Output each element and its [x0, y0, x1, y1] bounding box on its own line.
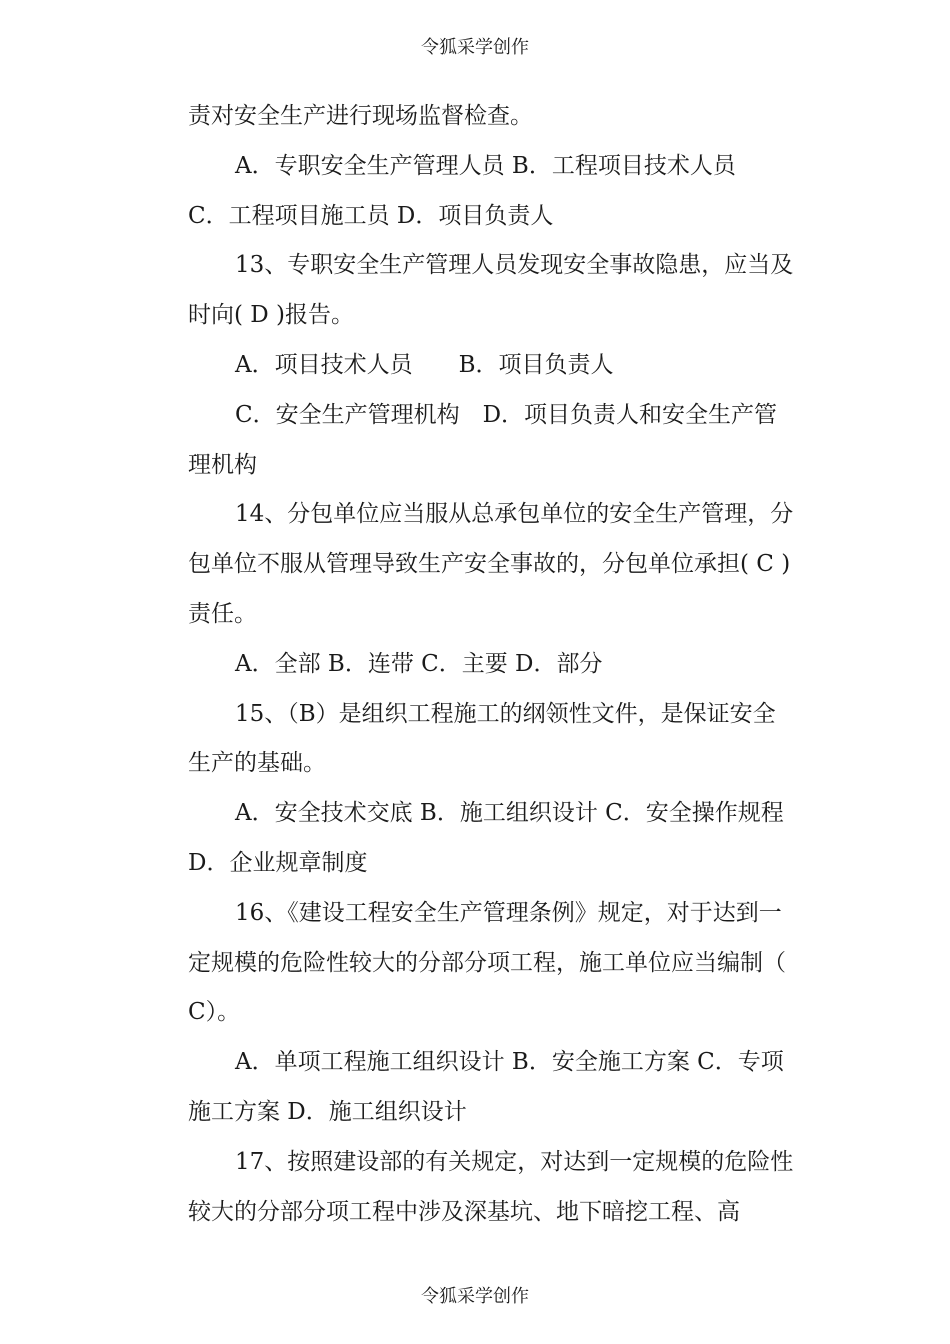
q13-options-cd: C．安全生产管理机构 D．项目负责人和安全生产管理机构 [188, 401, 778, 478]
q13-options-ab: A．项目技术人员 B．项目负责人 [235, 351, 614, 378]
question-13: 13、专职安全生产管理人员发现安全事故隐患，应当及时向( D )报告。 [188, 252, 794, 329]
question-16: 16、《建设工程安全生产管理条例》规定，对于达到一定规模的危险性较大的分部分项工程，施工单位应当编制（ C）。 [188, 899, 786, 1026]
paragraph-continuation: 责对安全生产进行现场监督检查。 [188, 103, 533, 129]
q16-options: A．单项工程施工组织设计 B．安全施工方案 C．专项施工方案 D．施工组织设计 [188, 1049, 784, 1125]
q15-options: A．安全技术交底 B．施工组织设计 C．安全操作规程 D．企业规章制度 [188, 800, 784, 876]
q14-options: A．全部 B．连带 C．主要 D．部分 [235, 650, 603, 677]
document-body [188, 92, 798, 1237]
question-14: 14、分包单位应当服从总承包单位的安全生产管理，分包单位不服从管理导致生产安全事故的，分包单位承担( C )责任。 [188, 501, 794, 627]
page-header: 令狐采学创作 [421, 37, 529, 58]
question-17: 17、按照建设部的有关规定，对达到一定规模的危险性较大的分部分项工程中涉及深基坑、地下暗挖工程、高 [188, 1148, 794, 1225]
question-15: 15、（B）是组织工程施工的纲领性文件，是保证安全生产的基础。 [188, 700, 776, 777]
page-footer: 令狐采学创作 [421, 1286, 529, 1307]
q12-options-ab: A．专职安全生产管理人员 B．工程项目技术人员 [235, 152, 736, 179]
q12-options-cd: C．工程项目施工员 D．项目负责人 [188, 202, 554, 229]
